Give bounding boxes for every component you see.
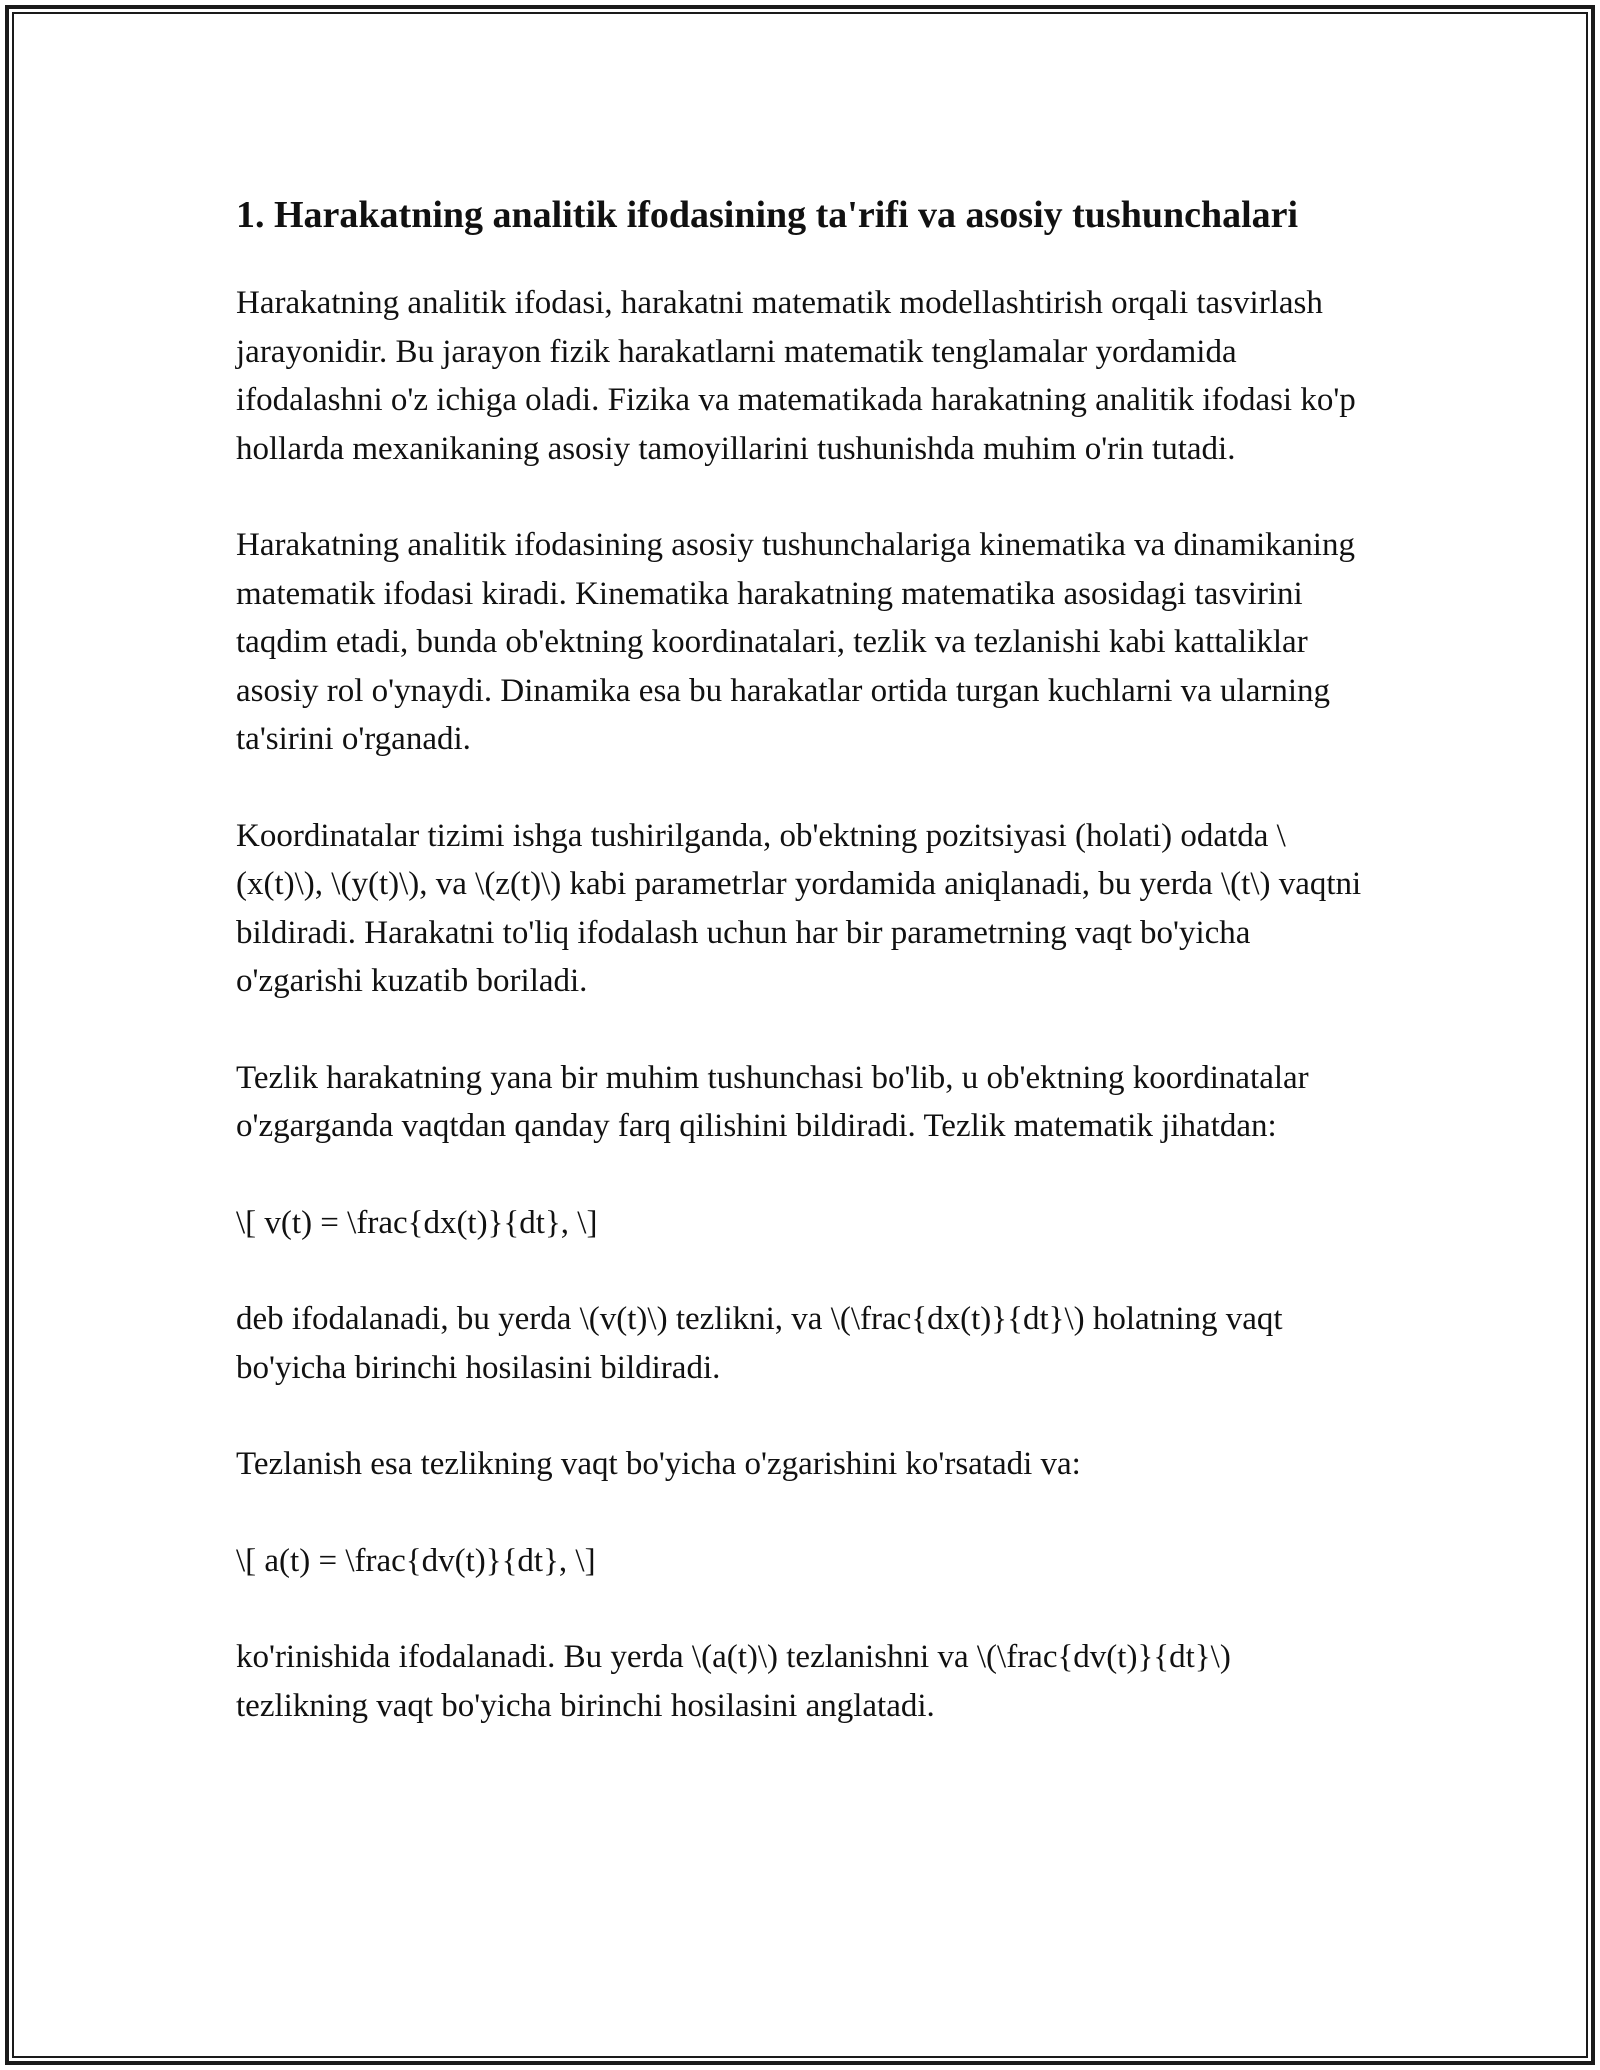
section-heading: 1. Harakatning analitik ifodasining ta'rifi va asosiy tushunchalari: [236, 194, 1299, 236]
paragraph-velocity: Tezlik harakatning yana bir muhim tushunchasi bo'lib, u ob'ektning koordinatalar o'zgarganda vaqtdan qanday farq qilishini bildiradi. Tezlik matematik jihatdan:: [236, 1059, 1309, 1144]
document-body: [236, 188, 1366, 1778]
paragraph-acceleration-explanation: ko'rinishida ifodalanadi. Bu yerda \(a(t)\) tezlanishni va \(\frac{dv(t)}{dt}\) tezlikning vaqt bo'yicha birinchi hosilasini anglatadi.: [236, 1639, 1231, 1724]
formula-acceleration: \[ a(t) = \frac{dv(t)}{dt}, \]: [236, 1542, 596, 1579]
paragraph-coordinates: Koordinatalar tizimi ishga tushirilganda, ob'ektning pozitsiyasi (holati) odatda \(x(t)\), \(y(t)\), va \(z(t)\) kabi parametrlar yordamida aniqlanadi, bu yerda \(t\) vaqtni bildiradi. Harakatni to'liq ifodalash uchun har bir parametrning vaqt bo'yicha o'zgarishi kuzatib boriladi.: [236, 817, 1362, 999]
formula-velocity: \[ v(t) = \frac{dx(t)}{dt}, \]: [236, 1204, 598, 1241]
paragraph-concepts: Harakatning analitik ifodasining asosiy tushunchalariga kinematika va dinamikaning matematik ifodasi kiradi. Kinematika harakatning matematika asosidagi tasvirini taqdim etadi, bunda ob'ektning koordinatalari, tezlik va tezlanishi kabi kattaliklar asosiy rol o'ynaydi. Dinamika esa bu harakatlar ortida turgan kuchlarni va ularning ta'sirini o'rganadi.: [236, 527, 1355, 757]
paragraph-acceleration: Tezlanish esa tezlikning vaqt bo'yicha o'zgarishini ko'rsatadi va:: [236, 1446, 1081, 1482]
paragraph-velocity-explanation: deb ifodalanadi, bu yerda \(v(t)\) tezlikni, va \(\frac{dx(t)}{dt}\) holatning vaqt bo'yicha birinchi hosilasini bildiradi.: [236, 1301, 1283, 1386]
paragraph-intro: Harakatning analitik ifodasi, harakatni matematik modellashtirish orqali tasvirlash jarayonidir. Bu jarayon fizik harakatlarni matematik tenglamalar yordamida ifodalashni o'z ichiga oladi. Fizika va matematikada harakatning analitik ifodasi ko'p hollarda mexanikaning asosiy tamoyillarini tushunishda muhim o'rin tutadi.: [236, 285, 1356, 467]
